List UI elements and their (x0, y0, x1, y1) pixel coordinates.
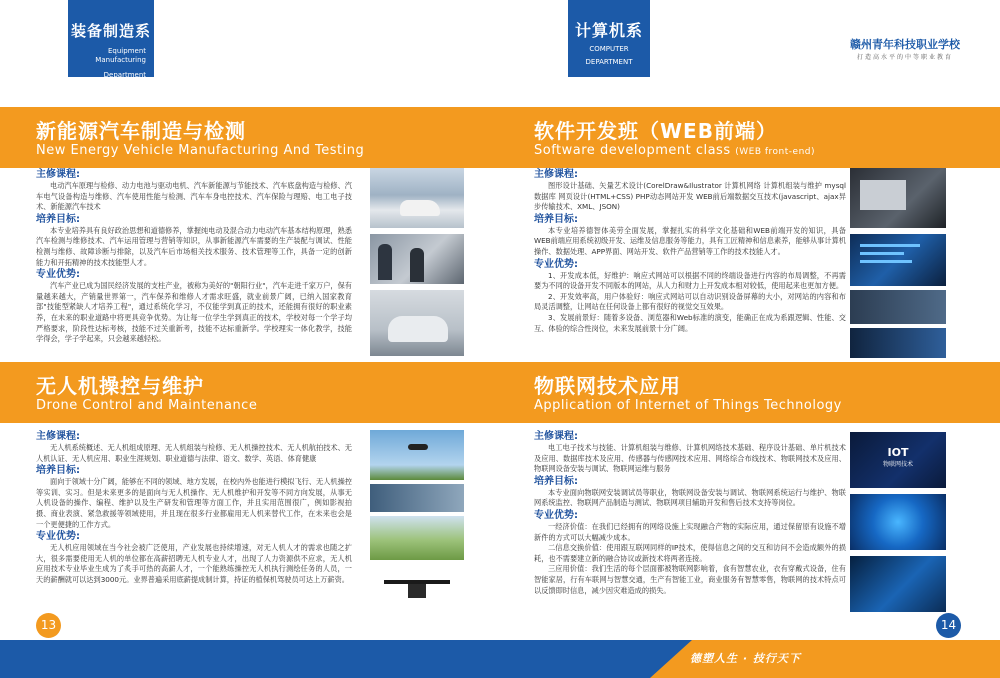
iot-banner-subtitle: 物联网技术 (882, 461, 913, 468)
page-number-left: 13 (36, 613, 61, 638)
section-title-en: Drone Control and Maintenance (36, 398, 258, 413)
goal-text: 本专业培养德智体美劳全面发展，掌握扎实的科学文化基础和WEB前端开发的知识，具备WEB前端应用系统初级开发、运维及信息服务等能力，具有工匠精神和信息素养，能够从事计算机操作、数据处理、APP界面、网站开发、软件产品营销等工作的技术技能人才。 (534, 225, 846, 256)
advantage-text-2: 2、开发效率高，用户体验好：响应式网站可以自动识别设备屏幕的大小，对网站的内容和布局灵活调整，让网站在任何设备上都有很好的视觉交互效果。 (534, 291, 846, 312)
students-computer-photo (850, 290, 946, 324)
department-tab-computer (568, 0, 650, 77)
section-body-iot (534, 430, 846, 596)
drone-flying-photo (370, 430, 464, 480)
advantage-text: 汽车产业已成为国民经济发展的支柱产业，被称为美好的"朝阳行业"，汽车走进千家万户，保有量越来越大，产销量世界第一，汽车保养和维修人才需求旺盛，就业前景广阔，已纳入国家教育部"技能型紧缺人才培养工程"，通过系统化学习，不仅能学到真正的技术，还能拥有很好的职业素养，在未来的职业道路中将更具竞争优势。为让每一位学生学到真正的技术，学校对每一个学子均严格要求，阶段性达标考核，技能不过关重新考，技能不达标重新学。学校理实一体化教学，技能学得会，学子学起来，只会越来越轻松。 (36, 281, 352, 344)
iot-network-photo (850, 494, 946, 550)
section-title-cn: 物联网技术应用 (534, 374, 681, 398)
section-title-cn: 新能源汽车制造与检测 (36, 119, 246, 143)
advantage-text-2: 二信息交换价值：使用跟互联网同样的IP技术，使得信息之间的交互和访问不会造成额外的损耗，也不需要建立新的融合协议或新技术将两者连接。 (534, 543, 846, 563)
iot-banner-photo (850, 432, 946, 488)
students-car-photo (370, 234, 464, 284)
section-banner-drone (0, 362, 520, 423)
footer-accent (0, 640, 460, 645)
courses-text: 电工电子技术与技能、计算机组装与维修、计算机网络技术基础、程序设计基础、单片机技术及应用、数据库技术及应用、传感器与传感网技术应用、网络综合布线技术、物联网技术及应用、物联网设备安装与调试、物联网运维与服务 (534, 443, 846, 474)
code-screen-photo (850, 234, 946, 286)
iot-banner-title: IOT (887, 446, 909, 459)
goal-heading: 培养目标: (534, 213, 578, 225)
section-body-web (534, 168, 846, 334)
footer-motto: 德塑人生 · 技行天下 (690, 652, 801, 665)
iot-hand-photo (850, 556, 946, 612)
drone-field-photo (370, 516, 464, 560)
drone-agri-photo (370, 564, 464, 614)
department-subtitle-line1: COMPUTER (589, 45, 629, 53)
advantage-heading: 专业优势: (36, 531, 80, 543)
department-title: 装备制造系 (70, 22, 151, 40)
advantage-text: 无人机应用领域在当今社会被广泛使用，产业发展也持续增速，对无人机人才的需求也随之扩大，很多需要使用无人机的单位都在高薪招聘无人机专业人才，出现了人力资源供不应求，无人机应用技术专业毕业生成为了炙手可热的高薪人才，一个能熟练操控无人机执行测绘任务的人员，一天的薪酬就可以达到3000元。业界普遍采用底薪提成制计算，持证的植保机驾驶员可达上万薪资。 (36, 543, 352, 584)
goal-text: 面向于领域十分广阔，能够在不同的领域、地方发展，在校内外也能进行模拟飞行、无人机操控等实训、实习。但是未来更多的是面向与无人机操作、无人机维护和开发等不同方向发展，从事无人机设备的操作、编程、维护以及生产研发和管理等方面工作，并且实用范围很广，例如影视拍摄、商业表演、紧急救援等领域使用，并且现在很多行业都雇用无人机来替代工作，在未来也会是一个更便捷的工作方式。 (36, 477, 352, 529)
advantage-heading: 专业优势: (534, 509, 578, 521)
section-banner-web (500, 107, 1000, 168)
department-title: 计算机系 (574, 21, 643, 40)
section-title-cn: 无人机操控与维护 (36, 374, 204, 398)
department-subtitle-line2: Department (103, 71, 146, 79)
goal-heading: 培养目标: (36, 465, 80, 477)
section-title-en-small: (WEB front-end) (735, 147, 816, 157)
courses-heading: 主修课程: (534, 431, 578, 442)
courses-heading: 主修课程: (534, 169, 578, 180)
department-tab-equipment (68, 0, 154, 77)
advantage-text-3: 3、发展前景好：随着多设备、浏览器和Web标准的演变，能确正在成为系跟逻辑、性能、交互、体验的综合性岗位，未来发展前景十分广阔。 (534, 312, 846, 333)
section-title-cn: 软件开发班（WEB前端） (534, 119, 777, 143)
courses-text: 图形设计基础、矢量艺术设计(CorelDraw&Ilustrator 计算机网络 计算机组装与维护 mysql数据库 网页设计(HTML+CSS) PHP动态网站开发 WEB前后端数据交互技术(javascript、ajax异步传输技术、XML、JSON) (534, 181, 846, 212)
web-laptop-photo (850, 168, 946, 228)
department-subtitle-line2: DEPARTMENT (585, 58, 633, 66)
goal-heading: 培养目标: (534, 475, 578, 487)
courses-heading: 主修课程: (36, 169, 80, 180)
section-body-nev (36, 168, 352, 345)
goal-text: 本专业培养具有良好政治思想和道德修养，掌握纯电动及混合动力电动汽车基本结构原理，熟悉汽车检测与维修技术、汽车运用管理与营销等知识，从事新能源汽车需要的生产装配与调试、性能检测与维修、故障诊断与排除，以及汽车后市场相关技术服务、技术管理等工作，具备一定的创新能力和开拓精神的技术技能型人才。 (36, 225, 352, 267)
advantage-heading: 专业优势: (36, 269, 80, 281)
courses-heading: 主修课程: (36, 431, 80, 442)
department-subtitle-line1: Equipment Manufacturing (95, 47, 146, 64)
advantage-text-1: 1、开发成本低，好维护：响应式网站可以根据不同的终端设备进行内容的布局调整，不再需要为不同的设备开发不同版本的网站，从人力和财力上开发成本相对较低，使用起来也更加方便。 (534, 270, 846, 291)
advantage-text-1: 一经济价值：在我们已经拥有的网络设施上实现融合产物的实际应用，通过保留原有设施不增新件的方式可以大幅减少成本。 (534, 521, 846, 542)
section-title-en: New Energy Vehicle Manufacturing And Testing (36, 143, 365, 158)
courses-text: 电动汽车原理与检修、动力电池与驱动电机、汽车新能源与节能技术、汽车底盘构造与检修、汽车电气设备构造与维修、汽车使用性能与检测、汽车车身电控技术、汽车保险与理赔、电工电子技术、新能源汽车技术 (36, 181, 352, 212)
school-slogan: 打造高水平的中等职业教育 (856, 54, 953, 61)
school-logo (850, 36, 960, 61)
courses-text: 无人机系统概述、无人机组成原理、无人机组装与检修、无人机操控技术、无人机航拍技术、无人机认证、无人机应用、职业生涯规划、职业道德与法律、语文、数学、英语、体育健康 (36, 443, 352, 463)
section-banner-iot (500, 362, 1000, 423)
car-engine-photo (370, 290, 464, 356)
section-title-en (534, 143, 815, 158)
section-title-en: Application of Internet of Things Technology (534, 398, 842, 413)
devices-photo (850, 328, 946, 358)
goal-text: 本专业面向物联网安装调试员等职业，物联网设备安装与调试、物联网系统运行与维护、物联网系统监控、物联网产品制造与测试、物联网项目辅助开发和售后技术支持等岗位。 (534, 487, 846, 508)
page-number-right: 14 (936, 613, 961, 638)
car-factory-photo (370, 168, 464, 228)
school-name: 赣州青年科技职业学校 (850, 38, 960, 51)
drone-remote-photo (370, 484, 464, 512)
advantage-text-3: 三应用价值：我们生活的每个层面都被物联网影响着，食有智慧农业，衣有穿戴式设备，住有智能家居，行有车联网与智慧交通，生产有智能工业，商业服务有智慧零售，物联网的技术特点可以反馈即时信息，减少因灾难造成的损失。 (534, 564, 846, 595)
section-title-en-main: Software development class (534, 143, 731, 158)
section-body-drone (36, 430, 352, 586)
advantage-heading: 专业优势: (534, 258, 578, 270)
goal-heading: 培养目标: (36, 213, 80, 225)
section-banner-nev (0, 107, 520, 168)
